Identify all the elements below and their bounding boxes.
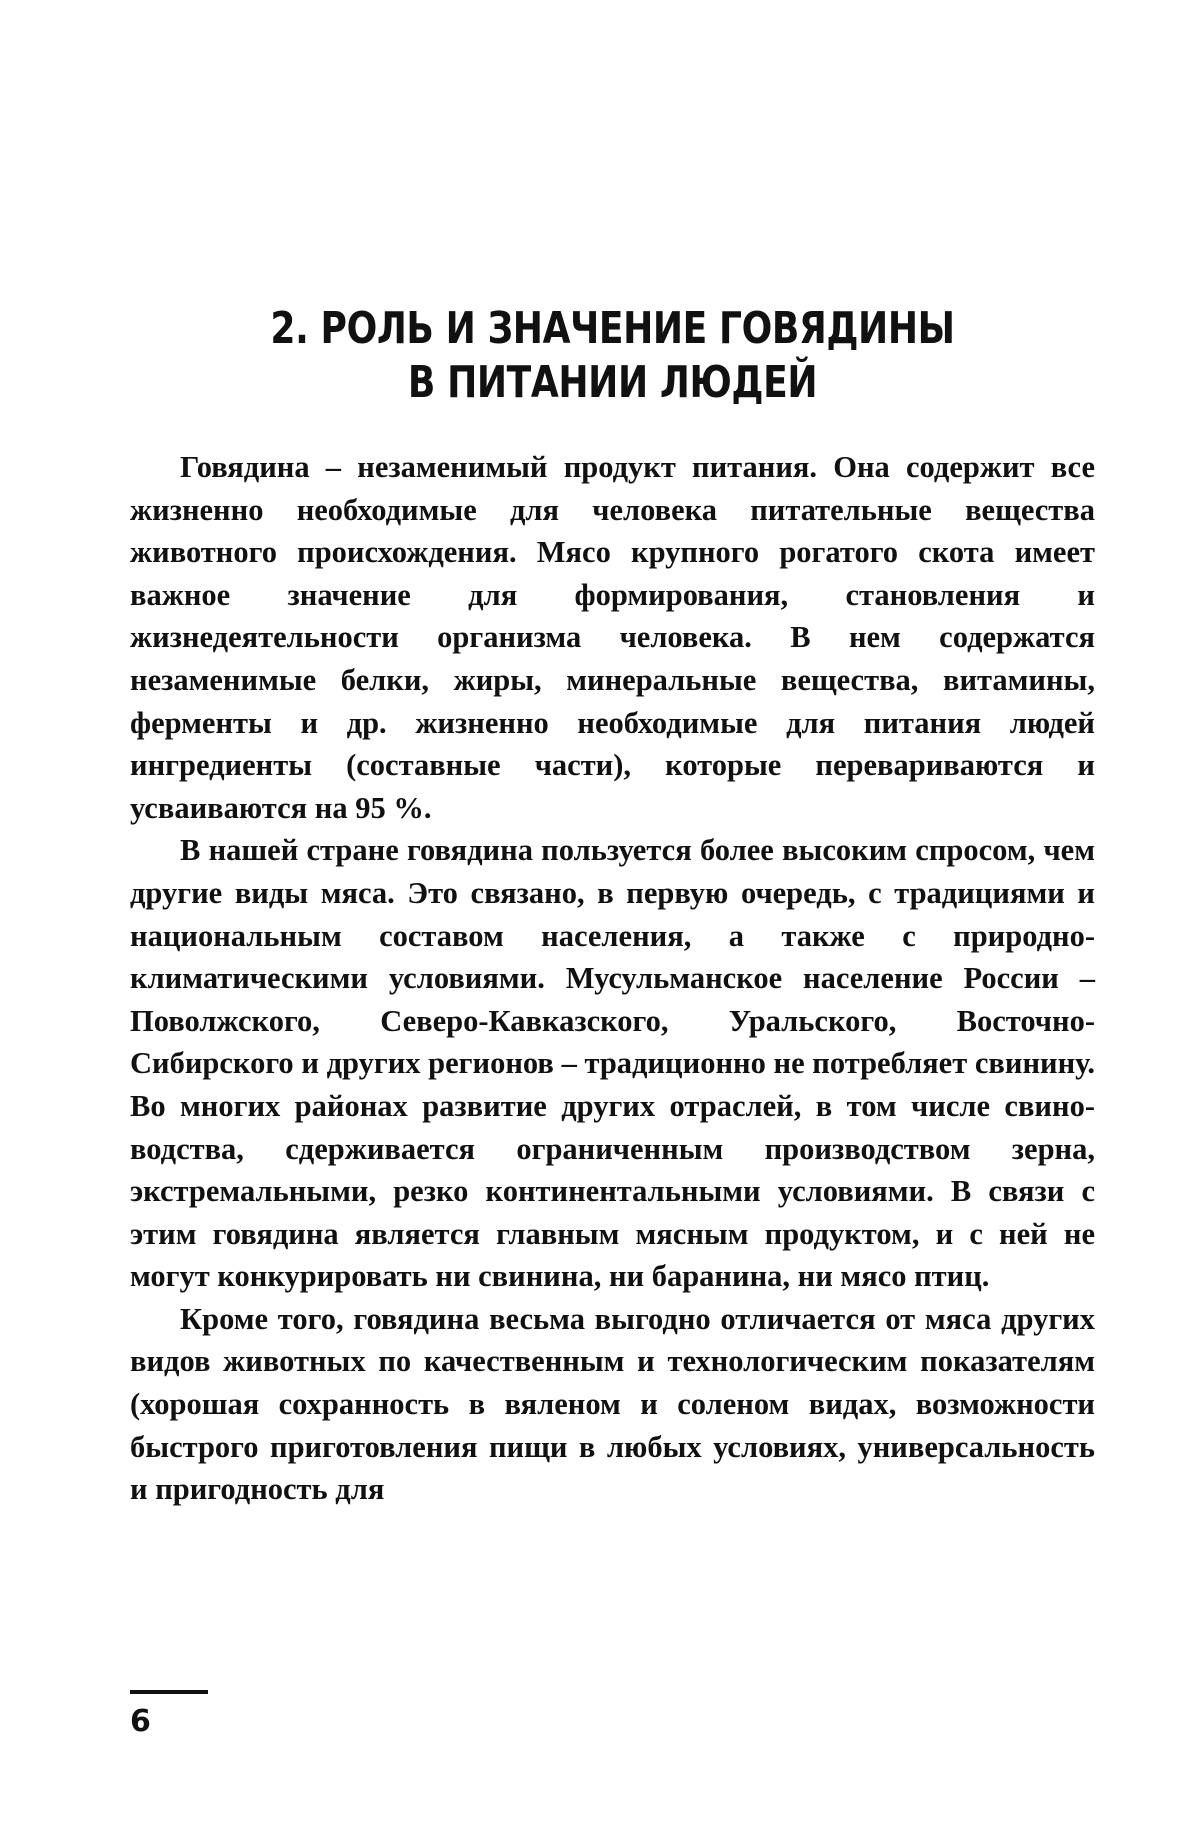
book-page [130, 0, 1095, 1831]
page-number: 6 [130, 1704, 151, 1739]
paragraph-3: Кроме того, говядина весьма выгодно отличается от мяса других видов животных по качественным и технологическим показателям (хорошая сохранность в вяленом и соленом видах, возможности быстрого приготовления пищи в любых условиях, универсальность и пригодность для [130, 1301, 1095, 1507]
page-footer [130, 1690, 210, 1750]
paragraph-1: Говядина – незаменимый продукт питания. Она содержит все жизненно необходимые для человека питательные вещества животного происхождения. Мясо крупного рогатого скота имеет важное значение для формирования, становления и жизнедеятельности организма человека. В нем содержатся незаменимые белки, жиры, минеральные вещества, витамины, ферменты и др. жизненно необходимые для питания людей ингредиенты (составные части), которые перевариваются и усваиваются на 95 %. [130, 450, 1095, 825]
paragraph-2: В нашей стране говядина пользуется более высоким спросом, чем другие виды мяса. Это связано, в первую очередь, с традициями и национальным составом населения, а также с природно-климатическими условиями. Мусульманское население России – Поволжского, Северо-Кавказского, Уральского, Восточно-Сибирского и других регионов – традиционно не потребляет свинину. Во многих районах развитие других отраслей, в том числе свиноводства, сдерживается ограниченным производством зерна, экстремальными, резко континентальными условиями. В связи с этим говядина является главным мясным продуктом, и с ней не могут конкурировать ни свинина, ни баранина, ни мясо птиц. [130, 833, 1095, 1294]
chapter-title-line-1: 2. РОЛЬ И ЗНАЧЕНИЕ ГОВЯДИНЫ [270, 303, 955, 354]
footer-rule [130, 1690, 208, 1694]
chapter-title [217, 302, 1008, 410]
body-text [130, 446, 1095, 1511]
chapter-title-line-2: В ПИТАНИИ ЛЮДЕЙ [407, 357, 818, 408]
